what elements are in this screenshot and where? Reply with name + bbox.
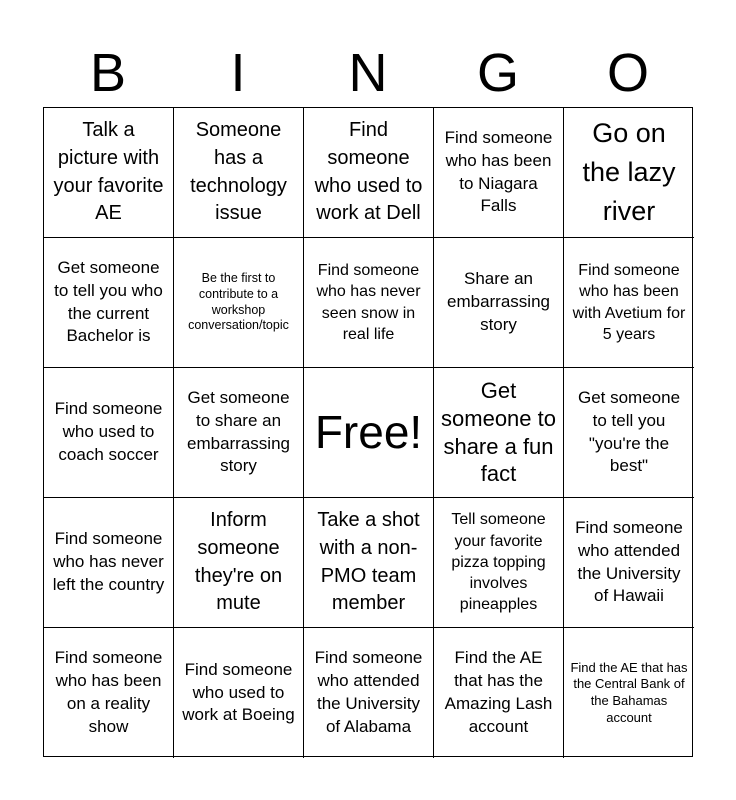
bingo-cell-r1c1[interactable]: Talk a picture with your favorite AE bbox=[44, 108, 174, 238]
header-letter-i: I bbox=[230, 43, 246, 103]
bingo-cell-r4c3[interactable]: Take a shot with a non-PMO team member bbox=[304, 498, 434, 628]
bingo-cell-r5c1[interactable]: Find someone who has been on a reality show bbox=[44, 628, 174, 758]
bingo-cell-r5c4[interactable]: Find the AE that has the Amazing Lash account bbox=[434, 628, 564, 758]
bingo-cell-r1c3[interactable]: Find someone who used to work at Dell bbox=[304, 108, 434, 238]
bingo-cell-r2c1[interactable]: Get someone to tell you who the current Bachelor is bbox=[44, 238, 174, 368]
bingo-cell-r2c3[interactable]: Find someone who has never seen snow in real life bbox=[304, 238, 434, 368]
bingo-cell-r4c1[interactable]: Find someone who has never left the country bbox=[44, 498, 174, 628]
bingo-cell-r2c2[interactable]: Be the first to contribute to a workshop conversation/topic bbox=[174, 238, 304, 368]
bingo-cell-r5c3[interactable]: Find someone who attended the University of Alabama bbox=[304, 628, 434, 758]
header-letter-g: G bbox=[476, 43, 519, 103]
bingo-cell-r2c5[interactable]: Find someone who has been with Avetium for 5 years bbox=[564, 238, 694, 368]
bingo-cell-r1c2[interactable]: Someone has a technology issue bbox=[174, 108, 304, 238]
bingo-cell-r3c4[interactable]: Get someone to share a fun fact bbox=[434, 368, 564, 498]
bingo-cell-r1c4[interactable]: Find someone who has been to Niagara Falls bbox=[434, 108, 564, 238]
bingo-cell-r4c2[interactable]: Inform someone they're on mute bbox=[174, 498, 304, 628]
bingo-board bbox=[43, 107, 693, 757]
bingo-cell-r4c5[interactable]: Find someone who attended the University of Hawaii bbox=[564, 498, 694, 628]
bingo-cell-r4c4[interactable]: Tell someone your favorite pizza topping involves pineapples bbox=[434, 498, 564, 628]
bingo-cell-r1c5[interactable]: Go on the lazy river bbox=[564, 108, 694, 238]
header-letter-n: N bbox=[348, 43, 388, 103]
header-letter-b: B bbox=[89, 43, 127, 103]
bingo-cell-r5c5[interactable]: Find the AE that has the Central Bank of the Bahamas account bbox=[570, 659, 688, 725]
bingo-cell-r3c2[interactable]: Get someone to share an embarrassing story bbox=[174, 368, 304, 498]
bingo-cell-free[interactable]: Free! bbox=[304, 368, 434, 498]
bingo-cell-r3c1[interactable]: Find someone who used to coach soccer bbox=[44, 368, 174, 498]
bingo-cell-r3c5[interactable]: Get someone to tell you "you're the best" bbox=[564, 368, 694, 498]
bingo-header bbox=[43, 40, 693, 106]
header-letter-o: O bbox=[606, 43, 649, 103]
bingo-cell-r5c2[interactable]: Find someone who used to work at Boeing bbox=[174, 628, 304, 758]
bingo-cell-r2c4[interactable]: Share an embarrassing story bbox=[434, 238, 564, 368]
